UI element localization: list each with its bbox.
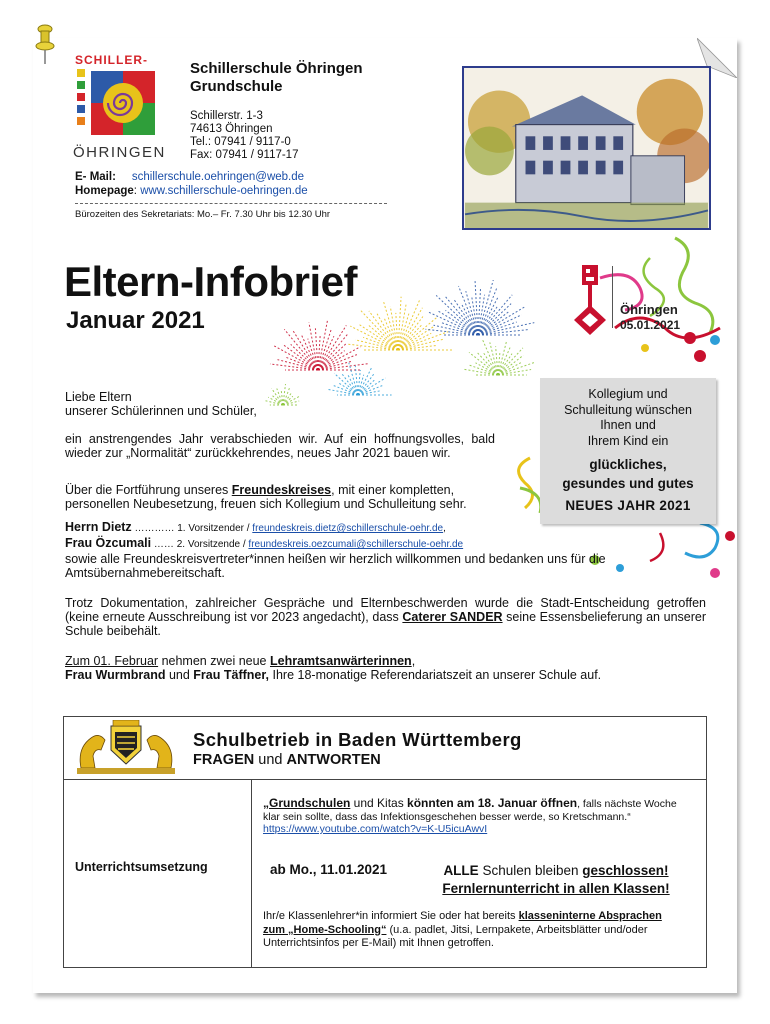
city-key-icon xyxy=(572,265,608,335)
answer-reopening: „Grundschulen und Kitas könnten am 18. Januar öffnen, falls nächste Woche klar sein sollte, dass das Infektionsgeschehen besser werde, so Kretschmann.“ https://www.youtube.com/watch?v=K-U5icuAwvI xyxy=(263,796,677,835)
homepage-value[interactable]: www.schillerschule-oehringen.de xyxy=(140,185,308,197)
homepage-label: Homepage xyxy=(75,185,134,197)
person2-role: 2. Vorsitzende / xyxy=(176,539,249,550)
letter-date: 05.01.2021 xyxy=(620,318,681,332)
bw-coat-of-arms-icon xyxy=(73,720,179,776)
youtube-link[interactable]: https://www.youtube.com/watch?v=K-U5icuAwvI xyxy=(263,823,488,835)
greeting-wish1: glückliches, xyxy=(589,457,667,472)
email-label: E- Mail xyxy=(75,171,113,183)
answer-homeschooling: Ihr/e Klassenlehrer*in informiert Sie oder hat bereits klasseninterne Absprachen zum „Home-Schooling“ (u.a. padlet, Jitsi, Lernpakete, Arbeitsblätter und/oder Unterrichtsinfos per E-Mail) mit Ihnen getroffen. xyxy=(263,910,662,949)
closure-notice: ALLE Schulen bleiben geschlossen! Fernlernunterricht in allen Klassen! xyxy=(442,863,670,896)
trainee1-name: Frau Wurmbrand xyxy=(65,668,166,682)
document-subtitle: Januar 2021 xyxy=(66,307,205,334)
date-divider xyxy=(612,266,613,328)
freundeskreis-contacts xyxy=(65,520,705,580)
salutation xyxy=(65,390,365,418)
school-address xyxy=(190,110,298,162)
contact-row-1: Herrn Dietz ………… 1. Vorsitzender / freundeskreis.dietz@schillerschule-oehr.de, xyxy=(65,520,446,534)
paragraph-trainees: Zum 01. Februar nehmen zwei neue Lehramtsanwärterinnen, Frau Wurmbrand und Frau Täffner, Ihre 18-monatige Referendariatszeit an unserer Schule auf. xyxy=(65,654,602,682)
new-year-greeting-box xyxy=(540,378,716,524)
greeting-line3: Ihnen und xyxy=(600,418,656,432)
svg-text:ÖHRINGEN: ÖHRINGEN xyxy=(73,144,166,161)
letter-place: Öhringen xyxy=(620,302,678,317)
caterer-highlight: Caterer SANDER xyxy=(402,610,503,624)
school-name-line2: Grundschule xyxy=(190,78,283,95)
pushpin-icon xyxy=(34,24,56,66)
table-row-label: Unterrichtsumsetzung xyxy=(75,860,208,874)
greeting-line2: Schulleitung wünschen xyxy=(564,402,692,417)
paragraph-caterer: Trotz Dokumentation, zahlreicher Gespräche und Elternbeschwerden wurde die Stadt-Entscheidung getroffen (keine erneute Ausschreibung ist vor 2023 angedacht), dass Caterer SANDER seine Essensbelieferung an unserer Schule beibehält. xyxy=(65,596,707,638)
table-title: Schulbetrieb in Baden Württemberg xyxy=(193,729,522,750)
closure-date: ab Mo., 11.01.2021 xyxy=(270,862,388,877)
email-value[interactable]: schillerschule.oehringen@web.de xyxy=(131,171,305,183)
school-name-line1: Schillerschule Öhringen xyxy=(190,60,363,77)
separator-line xyxy=(75,203,387,204)
trainee2-name: Frau Täffner, xyxy=(193,668,270,682)
address-fax: Fax: 07941 / 9117-17 xyxy=(190,149,299,161)
contact-info: E- Mail: schillerschule.oehringen@web.de Homepage: www.schillerschule-oehringen.de xyxy=(75,171,308,197)
person1-email-link[interactable]: freundeskreis.dietz@schillerschule-oehr.de xyxy=(252,523,444,534)
greeting-wish2: gesundes und gutes xyxy=(562,476,694,491)
document-title: Eltern-Infobrief xyxy=(64,258,357,305)
paragraph-new-year: ein anstrengendes Jahr verabschieden wir. Auf ein hoffnungsvolles, bald wieder zur „Normalität“ zurückkehrendes, neues Jahr 2021 bauen wir. xyxy=(65,432,495,460)
greeting-line1: Kollegium und xyxy=(588,387,668,401)
trainee-highlight: Lehramtsanwärterinnen xyxy=(269,654,412,668)
address-phone: Tel.: 07941 / 9117-0 xyxy=(190,136,291,148)
paragraph-freundeskreis: Über die Fortführung unseres Freundeskreises, mit einer kompletten, personellen Neubesetzung, freuen sich Kollegium und Schulleitung sehr. xyxy=(65,483,467,511)
salutation-line2: unserer Schülerinnen und Schüler, xyxy=(65,404,257,418)
person2-name: Frau Özcumali xyxy=(65,536,152,550)
table-divider-horizontal xyxy=(64,779,706,780)
address-city: 74613 Öhringen xyxy=(190,123,273,135)
freundeskreis-highlight: Freundeskreises xyxy=(231,483,332,497)
school-logo xyxy=(71,51,181,163)
school-building-painting xyxy=(462,66,711,230)
paragraph-welcome: sowie alle Freundeskreisvertreter*innen heißen wir herzlich willkommen und bedanken uns für die Amtsübernahmebereitschaft. xyxy=(65,552,606,580)
address-street: Schillerstr. 1-3 xyxy=(190,110,263,122)
person1-name: Herrn Dietz xyxy=(65,520,132,534)
greeting-line4: Ihrem Kind ein xyxy=(587,433,669,448)
greeting-wish3: NEUES JAHR 2021 xyxy=(565,498,691,513)
person2-email-link[interactable]: freundeskreis.oezcumali@schillerschule-oehr.de xyxy=(248,539,464,550)
person1-role: 1. Vorsitzender / xyxy=(177,523,253,534)
table-divider-vertical xyxy=(251,779,252,967)
office-hours: Bürozeiten des Sekretariats: Mo.– Fr. 7.30 Uhr bis 12.30 Uhr xyxy=(75,209,331,220)
table-subtitle: FRAGEN und ANTWORTEN xyxy=(193,752,381,768)
svg-text:SCHILLER-: SCHILLER- xyxy=(75,53,148,67)
salutation-line1: Liebe Eltern xyxy=(65,390,132,404)
trainee-start-date: Zum 01. Februar xyxy=(65,654,159,668)
school-name xyxy=(190,60,363,96)
contact-row-2: Frau Özcumali …… 2. Vorsitzende / freundeskreis.oezcumali@schillerschule-oehr.de xyxy=(65,536,464,550)
